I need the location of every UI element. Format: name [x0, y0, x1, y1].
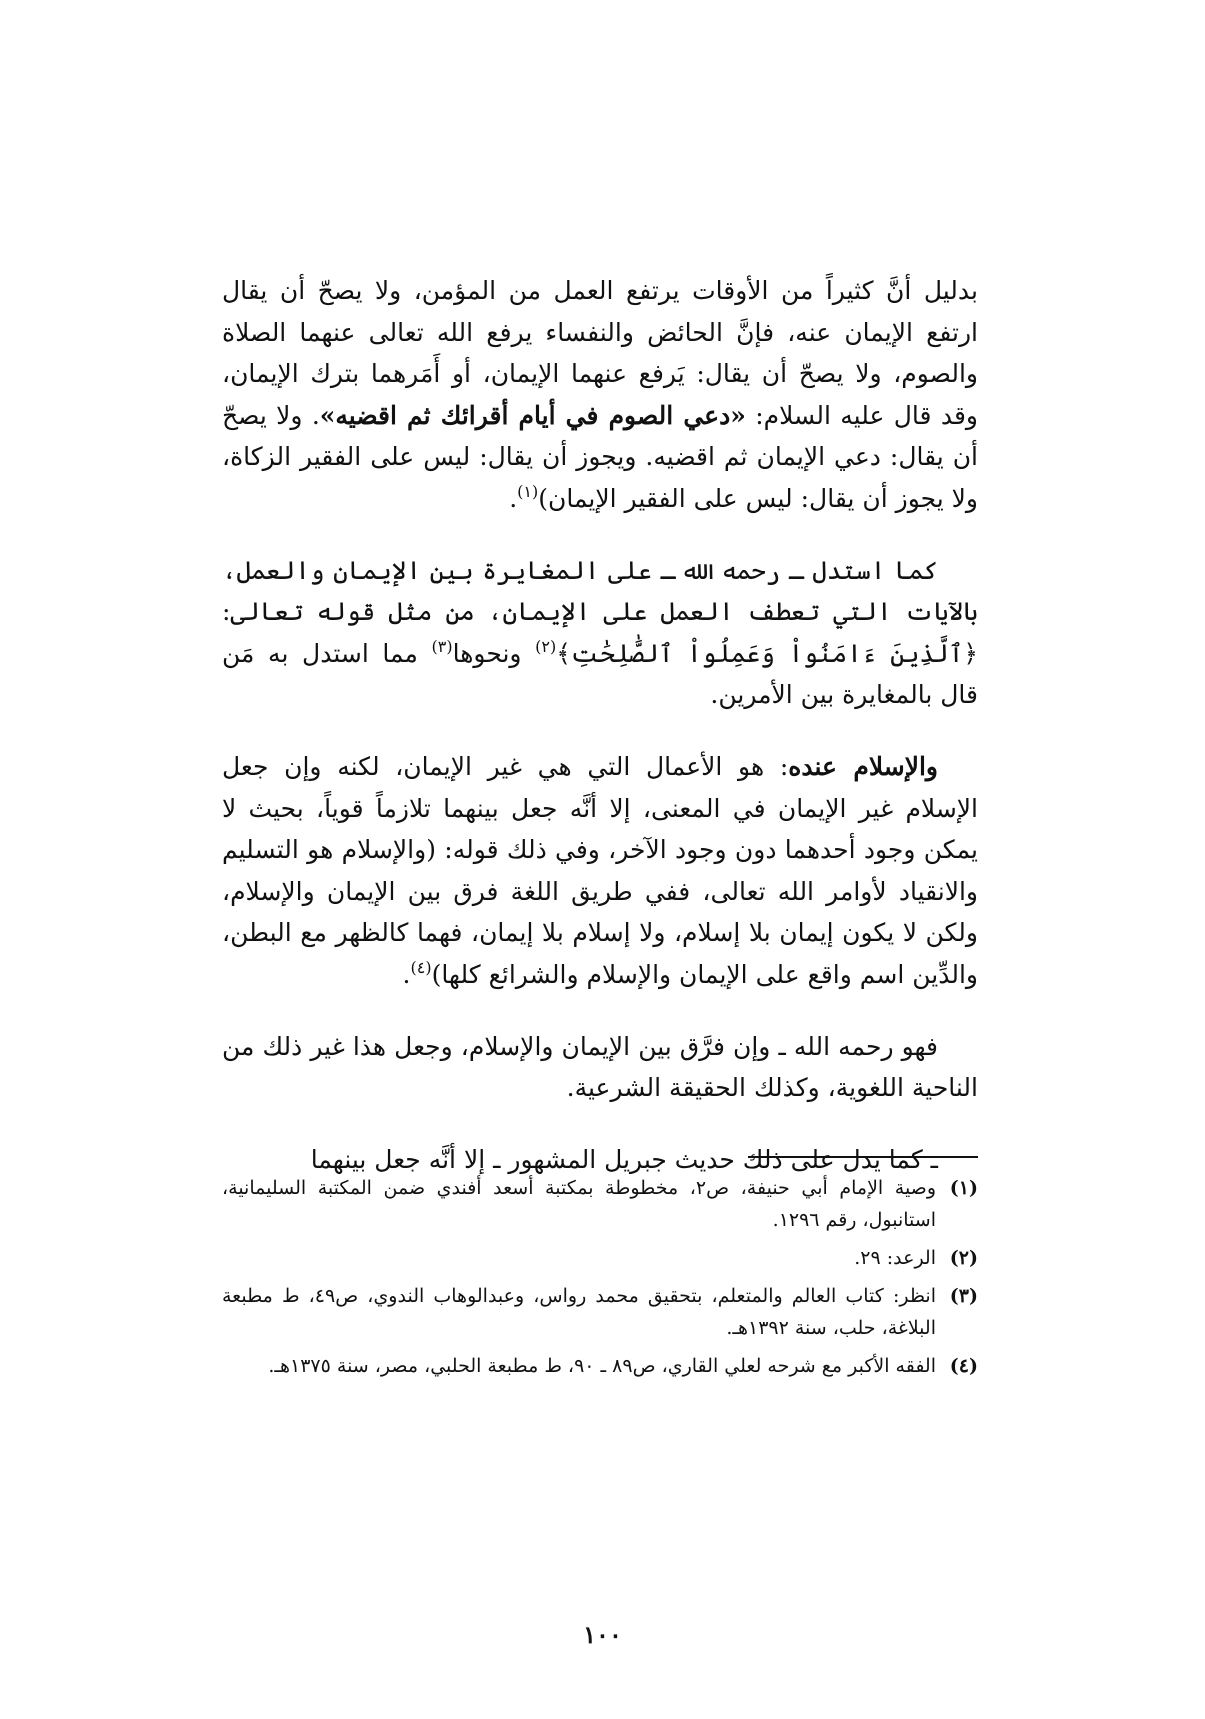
text-run: .: [509, 483, 518, 513]
page-number: ١٠٠: [583, 1620, 622, 1649]
hadith-quote: «دعي الصوم في أيام أقرائك ثم اقضيه»: [319, 400, 746, 430]
text-run: ونحوها: [452, 638, 536, 668]
paragraph-3: [222, 746, 978, 996]
paragraph-1: [222, 270, 978, 520]
footnote-text: وصية الإمام أبي حنيفة، ص٢، مخطوطة بمكتبة أسعد أفندي ضمن المكتبة السليمانية، استانبول، رقم ١٢٩٦.: [222, 1177, 936, 1231]
footnote-text: انظر: كتاب العالم والمتعلم، بتحقيق محمد رواس، وعبدالوهاب الندوي، ص٤٩، ط مطبعة البلاغة، حلب، سنة ١٣٩٢هـ.: [222, 1285, 936, 1339]
main-text: [222, 270, 978, 1180]
footnote: [222, 1350, 978, 1382]
term-heading: والإسلام عنده: [788, 751, 938, 781]
footnote-ref: (١): [517, 481, 539, 501]
text-run: مما استدل به مَن قال بالمغايرة بين الأمرين.: [222, 638, 978, 710]
footnote-number: (٢): [949, 1247, 978, 1269]
paragraph-5: ـ كما يدل على ذلك حديث جبريل المشهور ـ إلا أنَّه جعل بينهما: [310, 1144, 938, 1174]
text-run: .: [402, 959, 411, 989]
text-run: : هو الأعمال التي هي غير الإيمان، لكنه وإن جعل الإسلام غير الإيمان في المعنى، إلا أنَّه جعل بينهما تلازماً قوياً، بحيث لا يمكن وجود أحدهما دون وجود الآخر، وفي ذلك قوله: (والإسلام هو التسليم والانقياد لأوامر الله تعالى، ففي طريق اللغة فرق بين الإيمان والإسلام، ولكن لا يكون إيمان بلا إسلام، ولا إسلام بلا إيمان، فهما كالظهر مع البطن، والدِّين اسم واقع على الإيمان والإسلام والشرائع كلها): [222, 751, 978, 989]
footnote: [222, 1280, 978, 1344]
paragraph-2: [222, 550, 978, 716]
footnote: [222, 1172, 978, 1236]
footnotes: [222, 1172, 978, 1388]
footnote-ref: (٤): [410, 957, 432, 977]
text-run: بدليل أنَّ كثيراً من الأوقات يرتفع العمل من المؤمن، ولا يصحّ أن يقال ارتفع الإيمان عنه، فإنَّ الحائض والنفساء يرفع الله تعالى عنهما الصلاة والصوم، ولا يصحّ أن يقال: يَرفع عنهما الإيمان، أو أَمَرهما بترك الإيمان، وقد قال عليه السلام:: [222, 276, 978, 430]
footnote-text: الفقه الأكبر مع شرحه لعلي القاري، ص٨٩ ـ ٩٠، ط مطبعة الحلبي، مصر، سنة ١٣٧٥هـ.: [268, 1355, 936, 1377]
text-run: كما استدل ـ رحمه الله ـ على المغايرة بين الإيمان والعمل، بالآيات التي تعطف العمل على الإيمان، من مثل قوله تعالى: ﴿ٱلَّذِينَ ءَامَنُواْ وَعَمِلُواْ ٱلصَّٰلِحَٰتِ﴾: [222, 555, 978, 668]
footnote-ref: (٢): [535, 636, 557, 656]
footnote-number: (٣): [949, 1285, 978, 1307]
text-run: . ولا يصحّ أن يقال: دعي الإيمان ثم اقضيه. ويجوز أن يقال: ليس على الفقير الزكاة، ولا يجوز أن يقال: ليس على الفقير الإيمان): [222, 400, 978, 513]
footnote-text: الرعد: ٢٩.: [854, 1247, 936, 1269]
footnote-ref: (٣): [431, 636, 453, 656]
paragraph-4: فهو رحمه الله ـ وإن فرَّق بين الإيمان والإسلام، وجعل هذا غير ذلك من الناحية اللغوية، وكذلك الحقيقة الشرعية.: [222, 1031, 978, 1103]
footnote: [222, 1242, 978, 1274]
footnote-number: (١): [949, 1177, 978, 1199]
footnote-divider: [748, 1156, 978, 1158]
footnote-number: (٤): [949, 1355, 978, 1377]
